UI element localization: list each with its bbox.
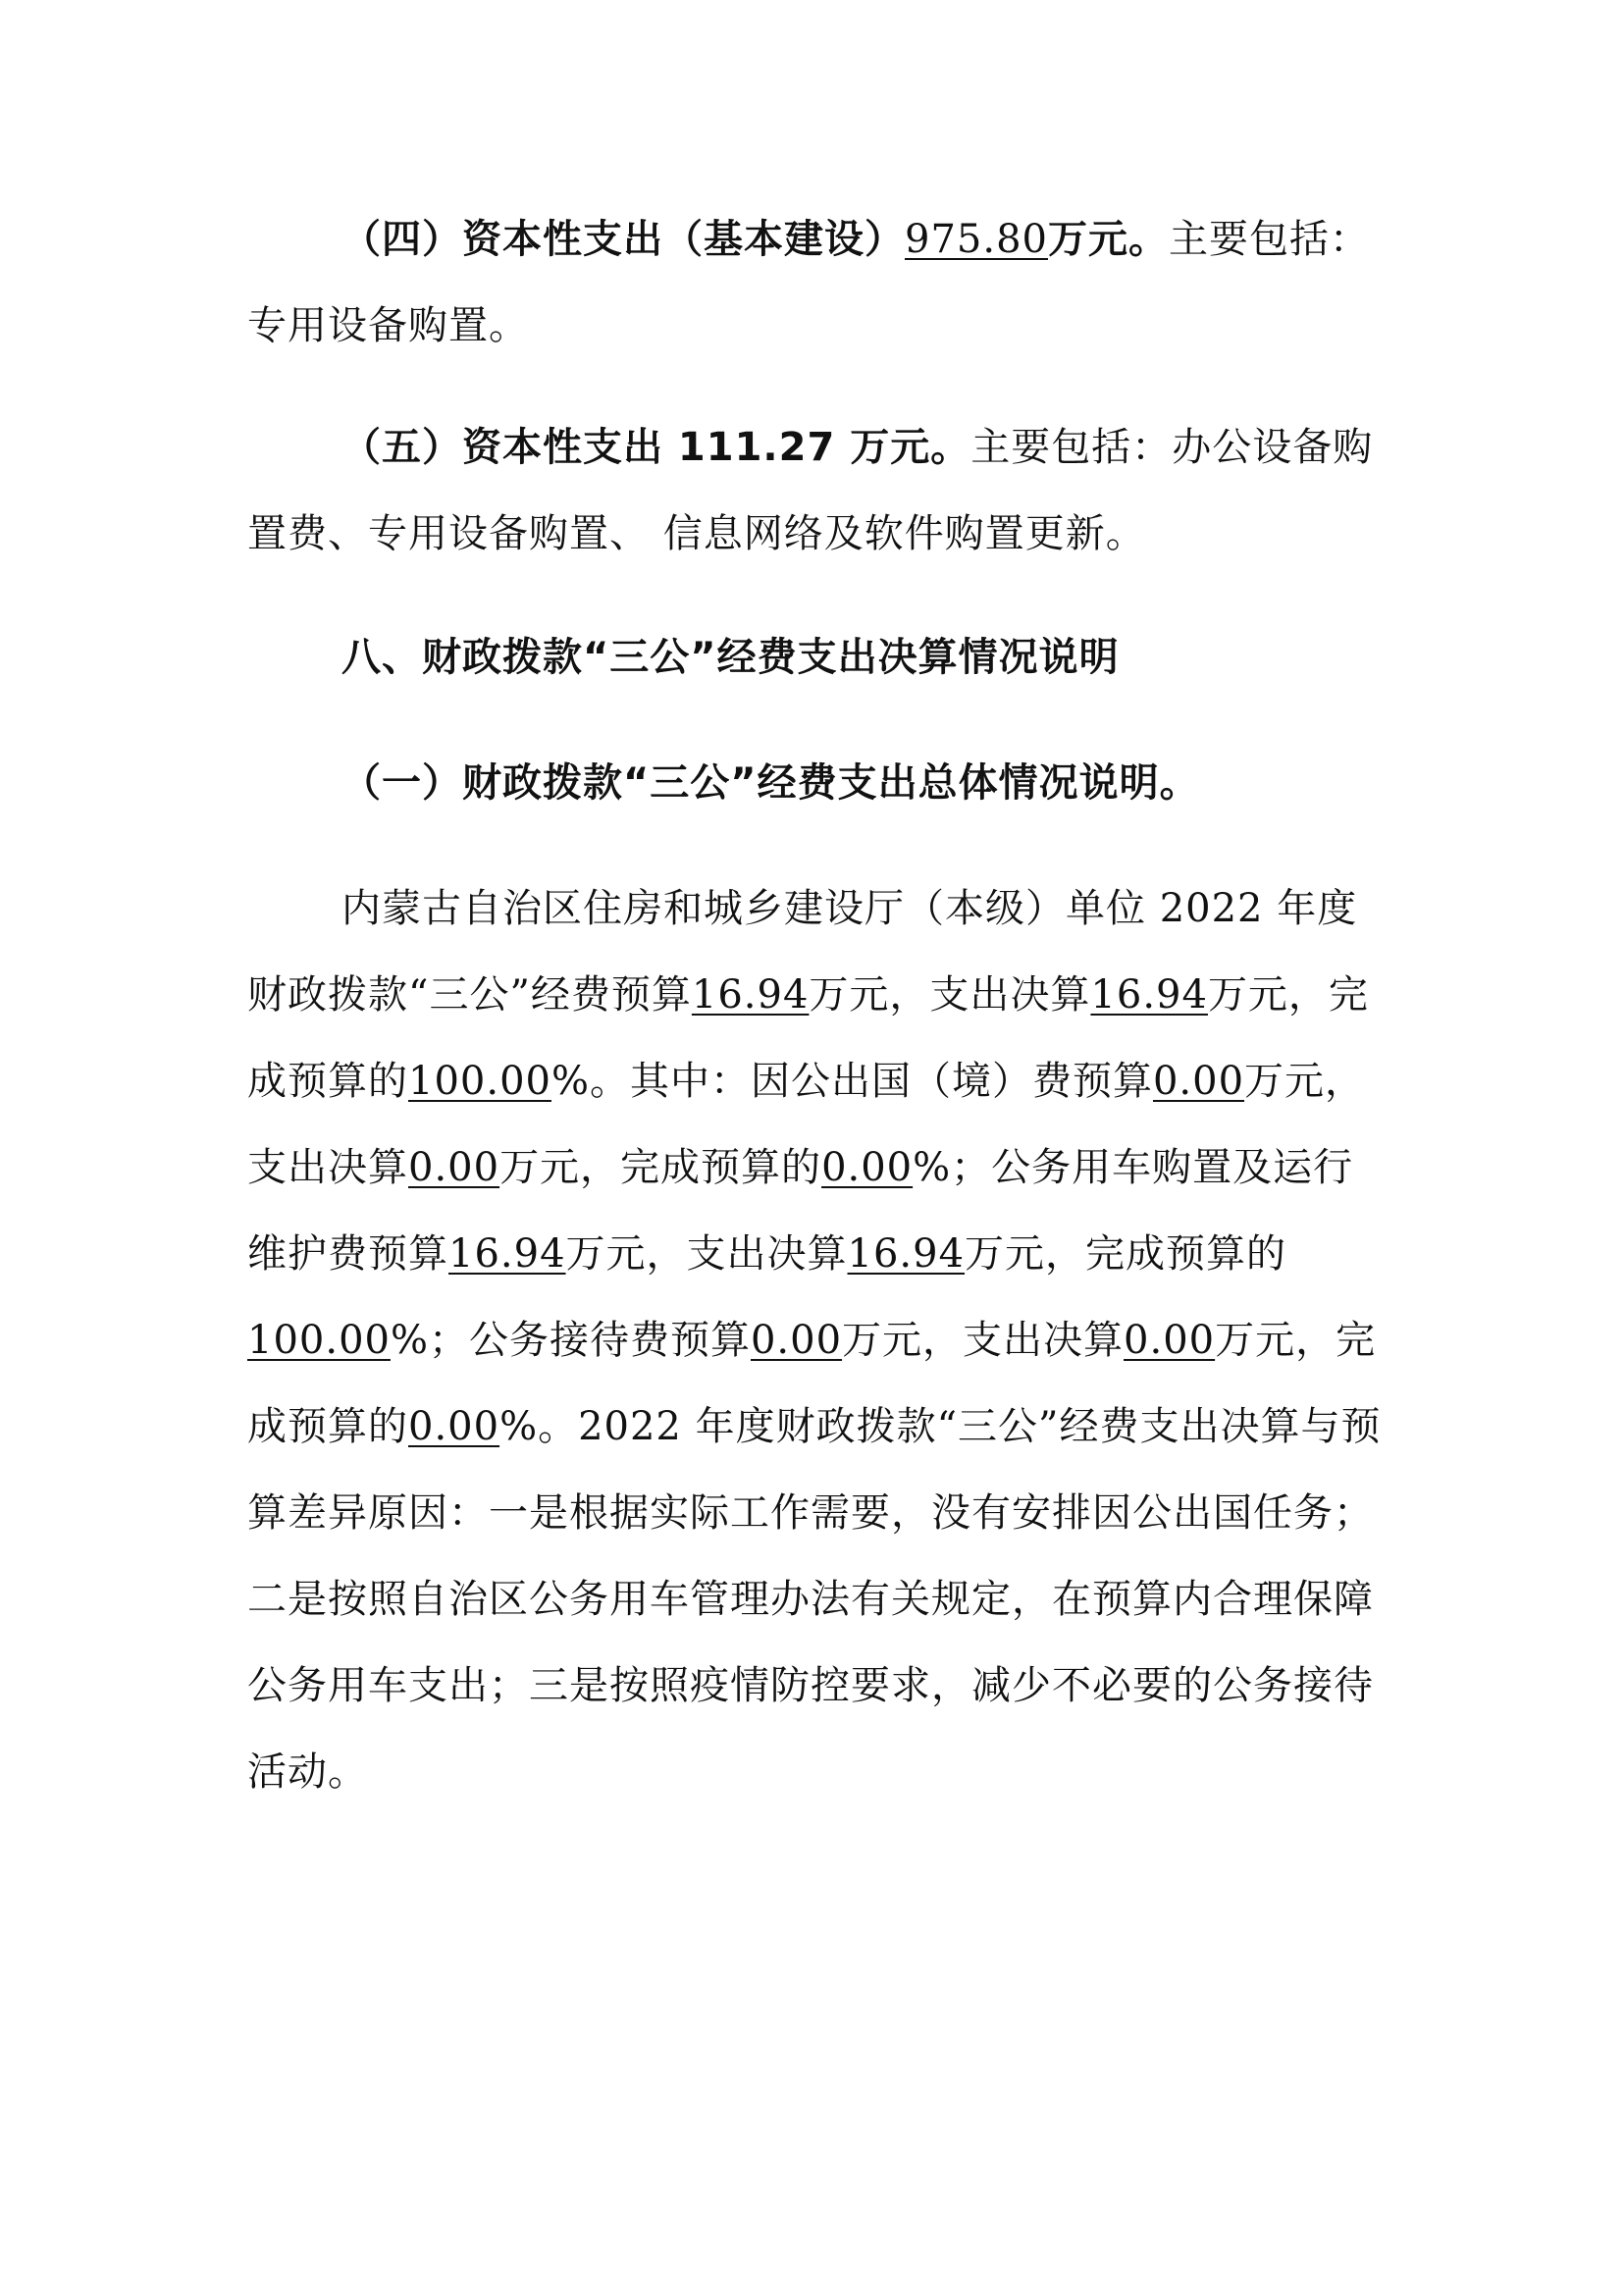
- value: 100.00: [247, 1318, 391, 1363]
- value: 100.00: [408, 1059, 551, 1104]
- sub-1-title: （一）财政拨款“三公”经费支出总体情况说明。: [341, 760, 1200, 806]
- value: 16.94: [691, 972, 810, 1018]
- value: 0.00: [408, 1145, 500, 1190]
- value: 0.00: [750, 1318, 843, 1363]
- chapter-8-title: 八、财政拨款“三公”经费支出决算情况说明: [341, 635, 1120, 680]
- value: 0.00: [408, 1404, 500, 1449]
- section-5-heading: （五）资本性支出 111.27 万元。: [341, 425, 971, 470]
- section-4-heading: （四）资本性支出（基本建设）975.80万元。: [341, 217, 1169, 262]
- value: 0.00: [1152, 1059, 1245, 1104]
- value: 0.00: [821, 1145, 914, 1190]
- section-5-paragraph: [247, 404, 1386, 577]
- section-5-body: 主要包括：办公设备购置费、专用设备购置、 信息网络及软件购置更新。: [247, 425, 1374, 556]
- value: 0.00: [1124, 1318, 1216, 1363]
- section-4-amount: 975.80: [905, 217, 1048, 262]
- section-4-paragraph: [247, 196, 1386, 369]
- value: 16.94: [1090, 972, 1208, 1018]
- value: 16.94: [448, 1231, 566, 1277]
- section-4-body: 主要包括：专用设备购置。: [247, 217, 1370, 348]
- value: 16.94: [847, 1231, 966, 1277]
- summary-paragraph: 内蒙古自治区住房和城乡建设厅（本级）单位 2022 年度财政拨款“三公”经费预算16.94万元，支出决算16.94万元，完成预算的100.00%。其中：因公出国（境）费预算0.00万元，支出决算0.00万元，完成预算的0.00%；公务用车购置及运行维护费预算16.94万元，支出决算16.94万元，完成预算的100.00%；公务接待费预算0.00万元，支出决算0.00万元，完成预算的0.00%。2022 年度财政拨款“三公”经费支出决算与预算差异原因：一是根据实际工作需要，没有安排因公出国任务；二是按照自治区公务用车管理办法有关规定，在预算内合理保障公务用车支出；三是按照疫情防控要求，减少不必要的公务接待活动。: [247, 886, 1382, 1795]
